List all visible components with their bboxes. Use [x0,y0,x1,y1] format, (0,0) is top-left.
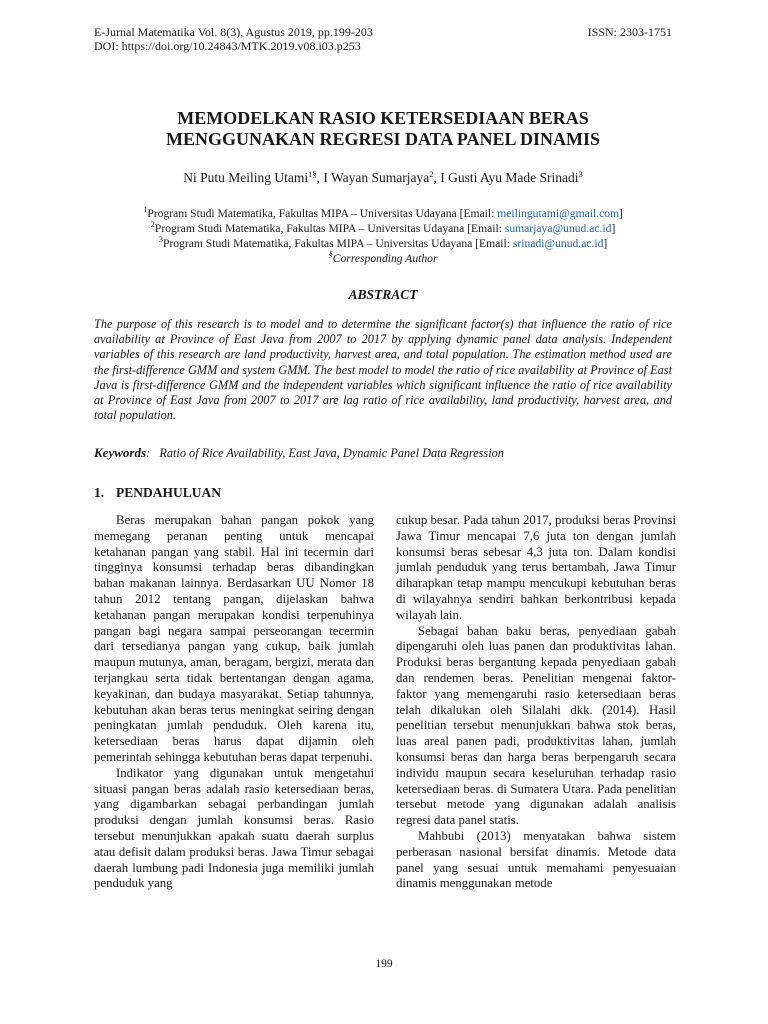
body-paragraph: Indikator yang digunakan untuk mengetahui situasi pangan beras adalah rasio ketersediaan beras, yang digambarkan sebagai perbandingan jumlah produksi dengan jumlah konsumsi beras. Rasio tersebut menunjukkan apakah suatu daerah surplus atau defisit dalam produksi beras. Jawa Timur sebagai daerah lumbung padi Indonesia juga memiliki jumlah penduduk yang [94,765,374,891]
right-column [396,513,676,892]
author-sup: 2 [429,169,434,179]
affiliation-line [94,236,672,251]
abstract-heading: ABSTRACT [348,287,418,302]
affiliation-close: ] [619,207,623,220]
keywords-text: Ratio of Rice Availability, East Java, Dynamic Panel Data Regression [159,446,504,460]
left-column [94,513,374,892]
body-paragraph: Mahbubi (2013) menyatakan bahwa sistem perberasan nasional bersifat dinamis. Metode data panel yang sesuai untuk memahami penyesuaian dinamis menggunakan metode [396,828,676,891]
affiliation-line [94,221,672,236]
affiliation-text: Program Studi Matematika, Fakultas MIPA – Universitas Udayana [Email: [154,222,505,235]
author-name: Ni Putu Meiling Utami [183,170,309,185]
corresponding-text: Corresponding Author [332,252,438,265]
email-link[interactable]: meilingutami@gmail.com [497,207,620,220]
title-line-1: MEMODELKAN RASIO KETERSEDIAAN BERAS [177,108,589,128]
body-paragraph: cukup besar. Pada tahun 2017, produksi beras Provinsi Jawa Timur mencapai 7,6 juta ton dengan jumlah konsumsi beras sebesar 4,3 juta ton. Dalam kondisi jumlah penduduk yang terus bertambah, Jawa Timur diharapkan tetap mampu mencukupi kebutuhan beras di wilayahnya sendiri bahkan berkontribusi kepada wilayah lain. [396,513,676,622]
author-sup: 1§ [308,169,317,179]
issn: ISSN: 2303-1751 [587,25,672,39]
affiliation-text: Program Studi Matematika, Fakultas MIPA – Universitas Udayana [Email: [147,207,498,220]
email-link[interactable]: sumarjaya@unud.ac.id [504,222,612,235]
affiliation-sup: 2 [150,219,155,229]
section-number: 1. [94,485,105,500]
affiliation-close: ] [611,222,616,235]
affiliation-text: Program Studi Matematika, Fakultas MIPA – Universitas Udayana [Email: [162,237,513,250]
author-name: I Wayan Sumarjaya [323,170,430,185]
abstract-body: The purpose of this research is to model and to determine the significant factor(s) that influence the ratio of rice availability at Province of East Java from 2007 to 2017 by applying dynamic panel data analysis. Independent variables of this research are land productivity, harvest area, and total population. The estimation method used are the first-difference GMM and system GMM. The best model to model the ratio of rice availability at Province of East Java is first-difference GMM and the independent variables which significant influence the ratio of rice availability at Province of East Java from 2007 to 2017 are lag ratio of rice availability, land productivity, harvest area, and total population. [94,317,672,423]
section-heading [94,485,221,501]
body-paragraph: Sebagai bahan baku beras, penyediaan gabah dipengaruhi oleh luas panen dan produktivitas lahan. Produksi beras bergantung kepada penyediaan gabah dan rendemen beras. Penelitian mengenai faktor-faktor yang memengaruhi rasio ketersediaan beras telah dikalukan oleh Silalahi dkk. (2014). Hasil penelitian tersebut menunjukkan bahwa stok beras, luas areal panen padi, produktivitas lahan, jumlah konsumsi beras dan harga beras berpengaruh secara individu maupun secara keseluruhan terhadap rasio ketersediaan beras. di Sumatera Utara. Pada penelitian tersebut metode yang digunakan adalah analisis regresi data panel statis. [396,623,676,828]
email-link[interactable]: srinadi@unud.ac.id [512,237,604,250]
author-sup: 3 [578,169,583,179]
corresponding-author [94,251,672,266]
affiliations [94,206,672,266]
affiliation-sup: 1 [143,204,148,214]
body-paragraph: Beras merupakan bahan pangan pokok yang memegang peranan penting untuk mencapai ketahanan pangan yang stabil. Hal ini tecermin dari tingginya konsumsi terhadap beras dibandingkan bahan makanan lainnya. Berdasarkan UU Nomor 18 tahun 2012 tentang pangan, dijelaskan bahwa ketahanan pangan merupakan kondisi terpenuhinya pangan bagi negara sampai perseorangan tecermin dari tersedianya pangan yang cukup, baik jumlah maupun mutunya, aman, beragam, bergizi, merata dan terjangkau serta tidak bertentangan dengan agama, keyakinan, dan budaya masyarakat. Setiap tahunnya, kebutuhan akan beras terus meningkat seiring dengan peningkatan jumlah penduduk. Oleh karena itu, ketersediaan beras harus dapat dijamin oleh pemerintah sehingga kebutuhan beras dapat terpenuhi. [94,513,374,764]
page-number: 199 [375,958,393,970]
running-header [94,25,373,53]
affiliation-close: ] [603,237,608,250]
affiliation-sup: 3 [158,234,163,244]
doi-line[interactable]: DOI: https://doi.org/10.24843/MTK.2019.v08.i03.p253 [94,39,361,53]
author-list [94,170,672,186]
affiliation-line [94,206,672,221]
author-name: I Gusti Ayu Made Srinadi [440,170,579,185]
author-separator: , [433,170,441,185]
section-title: PENDAHULUAN [116,485,222,500]
keywords-label: Keywords [94,445,146,460]
keywords-colon: : [146,446,151,460]
paper-title [94,108,672,150]
author-separator: , [316,170,324,185]
title-line-2: MENGGUNAKAN REGRESI DATA PANEL DINAMIS [165,129,601,149]
corresponding-sup: § [328,249,333,259]
keywords [94,445,672,461]
journal-citation: E-Jurnal Matematika Vol. 8(3), Agustus 2019, pp.199-203 [94,25,373,39]
